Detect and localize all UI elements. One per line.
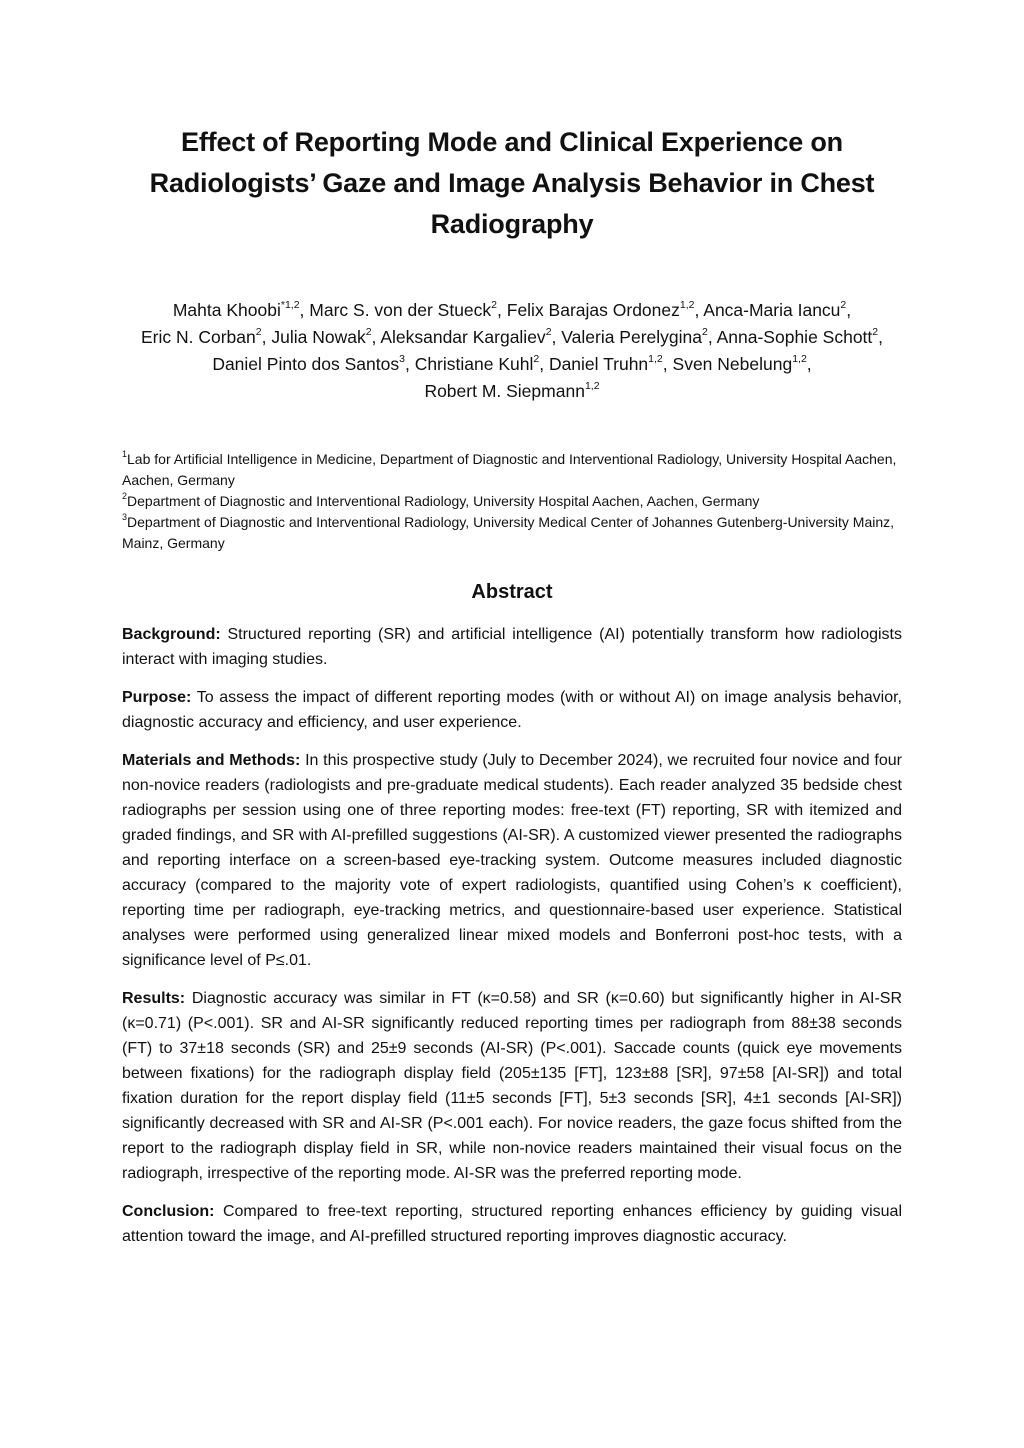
abstract-conclusion: Conclusion: Compared to free-text reporting, structured reporting enhances efficiency by guiding visual attention toward the image, and AI-prefilled structured reporting improves diagnostic accuracy. — [122, 1203, 902, 1245]
abstract-purpose: Purpose: To assess the impact of different reporting modes (with or without AI) on image analysis behavior, diagnostic accuracy and efficiency, and user experience. — [122, 689, 903, 731]
affiliation: $^2$Department of Diagnostic and Interventional Radiology, University Hospital Aachen, Aachen, Germany — [122, 491, 760, 509]
paper-title: Effect of Reporting Mode and Clinical Experience on Radiologists’ Gaze and Image Analysis Behavior in Chest Radiography — [149, 127, 875, 239]
author: Robert M. Siepmann$^{1,2}$ — [424, 380, 600, 401]
abstract-results: Results: Diagnostic accuracy was similar in FT (κ=0.58) and SR (κ=0.60) but significantly higher in AI-SR (κ=0.71) (P<.001). SR and AI-SR significantly reduced reporting times per radiograph from 88±38 seconds (FT) to 37±18 seconds (SR) and 25±9 seconds (AI-SR) (P<.001). Saccade counts (quick eye movements between fixations) for the radiograph display field (205±135 [FT], 123±88 [SR], 97±58 [AI-SR]) and total fixation duration for the report display field (11±5 seconds [FT], 5±3 seconds [SR], 4±1 seconds [AI-SR]) significantly decreased with SR and AI-SR (P<.001 each). For novice readers, the gaze focus shifted from the report to the radiograph display field in SR, while non-novice readers maintained their visual focus on the radiograph, irrespective of the reporting mode. AI-SR was the preferred reporting mode. — [122, 990, 902, 1182]
author: Marc S. von der Stueck$^2$ — [309, 299, 498, 320]
author: Julia Nowak$^2$ — [271, 326, 372, 347]
affiliation: $^1$Lab for Artificial Intelligence in Medicine, Department of Diagnostic and Interventional Radiology, University Hospital Aachen, Aachen, Germany — [122, 449, 897, 488]
abstract-methods: Materials and Methods: In this prospective study (July to December 2024), we recruited four novice and four non-novice readers (radiologists and pre-graduate medical students). Each reader analyzed 35 bedside chest radiographs per session using one of three reporting modes: free-text (FT) reporting, SR with itemized and graded findings, and SR with AI-prefilled suggestions (AI-SR). A customized viewer presented the radiographs and reporting interface on a screen-based eye-tracking system. Outcome measures included diagnostic accuracy (compared to the majority vote of expert radiologists, quantified using Cohen’s κ coefficient), reporting time per radiograph, eye-tracking metrics, and questionnaire-based user experience. Statistical analyses were performed using generalized linear mixed models and Bonferroni post-hoc tests, with a significance level of P≤.01. — [122, 752, 902, 969]
author: Anna-Sophie Schott$^2$ — [716, 326, 879, 347]
abstract-background: Background: Structured reporting (SR) and artificial intelligence (AI) potentially transform how radiologists interact with imaging studies. — [122, 626, 903, 668]
author: Felix Barajas Ordonez$^{1,2}$ — [506, 299, 695, 320]
author: Eric N. Corban$^2$ — [141, 326, 262, 347]
author: Mahta Khoobi$^{*1,2}$ — [172, 299, 300, 320]
author: Valeria Perelygina$^2$ — [561, 326, 708, 347]
author: Sven Nebelung$^{1,2}$ — [672, 353, 807, 374]
abstract-heading: Abstract — [471, 581, 553, 603]
affiliation-list — [122, 449, 904, 554]
author: Daniel Pinto dos Santos$^3$ — [212, 353, 405, 374]
affiliation: $^3$Department of Diagnostic and Interventional Radiology, University Medical Center of Johannes Gutenberg-University Mainz, Mainz, Germany — [122, 512, 895, 551]
author: Aleksandar Kargaliev$^2$ — [380, 326, 552, 347]
author: Anca-Maria Iancu$^2$ — [703, 299, 847, 320]
author-list: Mahta Khoobi$^{*1,2}$, Marc S. von der Stueck$^2$, Felix Barajas Ordonez$^{1,2}$, Anca-Maria Iancu$^2$, Eric N. Corban$^2$, Julia Nowak$^2$, Aleksandar Kargaliev$^2$, Valeria Perelygina$^2$, Anna-Sophie Schott$^2$, Daniel Pinto dos Santos$^3$, Christiane Kuhl$^2$, Daniel Truhn$^{1,2}$, Sven Nebelung$^{1,2}$, Robert M. Siepmann$^{1,2}$ — [141, 299, 883, 401]
abstract-body — [122, 622, 902, 1262]
author: Daniel Truhn$^{1,2}$ — [548, 353, 663, 374]
author: Christiane Kuhl$^2$ — [414, 353, 540, 374]
